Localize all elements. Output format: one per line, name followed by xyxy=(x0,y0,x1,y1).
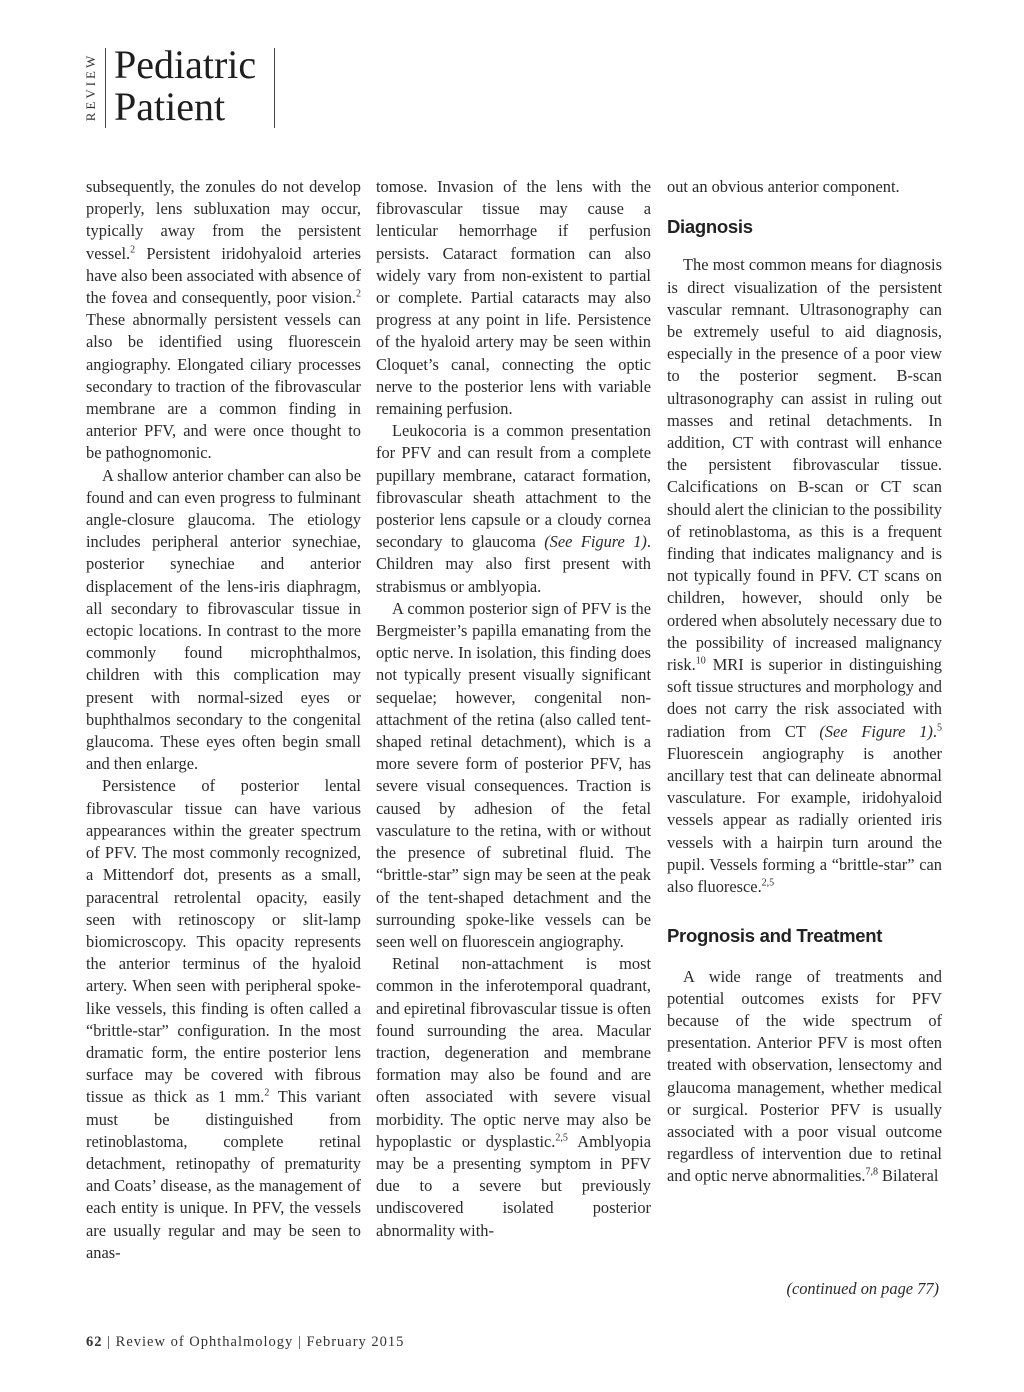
paragraph: The most common means for diagnosis is direct visualization of the persistent vascular remnant. Ultrasonography can be extremely useful to aid diagnosis, especially in the presence of a poor view to the posterior segment. B-scan ultrasonography can assist in ruling out masses and retinal detachments. In addition, CT with contrast will enhance the persistent fibrovascular tissue. Calcifications on B-scan or CT scan should alert the clinician to the possibility of retinoblastoma, as this is a frequent finding that indicates malignancy and is not typically found in PFV. CT scans on children, however, should only be ordered when absolutely necessary due to the possibility of increased malignancy risk.$^{10}$ MRI is superior in distinguishing soft tissue structures and morphology and does not carry the risk associated with radiation from CT (See Figure 1).$^5$ Fluorescein angiography is another ancillary test that can delineate abnormal vasculature. For example, iridohyaloid vessels appear as radially oriented iris vessels with a hairpin turn around the pupil. Vessels forming a “brittle-star” can also fluoresce.$^{2,5}$ xyxy=(667,255,942,897)
footer-separator: | xyxy=(107,1334,116,1350)
page-number: 62 xyxy=(86,1334,103,1350)
section-title xyxy=(114,44,256,128)
continued-note: (continued on page 77) xyxy=(786,1279,939,1298)
article-column-3 xyxy=(667,176,942,1188)
paragraph: Persistence of posterior lental fibrovascular tissue can have various appearances within the greater spectrum of PFV. The most commonly recognized, a Mittendorf dot, presents as a small, paracentral retrolental opacity, easily seen with retinoscopy or slit-lamp biomicroscopy. This opacity represents the anterior terminus of the hyaloid artery. When seen with peripheral spoke-like vessels, this finding is often called a “brittle-star” configuration. In the most dramatic form, the entire posterior lens surface may be covered with fibrous tissue as thick as 1 mm.$^2$ This variant must be distinguished from retinoblastoma, complete retinal detachment, retinopathy of prematurity and Coats’ disease, as the management of each entity is unique. In PFV, the vessels are usually regular and may be seen to anas- xyxy=(86,776,361,1262)
header-divider-left xyxy=(105,48,106,128)
paragraph: Retinal non-attachment is most common in the inferotemporal quadrant, and epiretinal fibrovascular tissue is often found surrounding the area. Macular traction, degeneration and membrane formation may also be found and are often associated with severe visual morbidity. The optic nerve may also be hypoplastic or dysplastic.$^{2,5}$ Amblyopia may be a presenting symptom in PFV due to a severe but previously undiscovered isolated posterior abnormality with- xyxy=(376,954,651,1240)
paragraph: out an obvious anterior component. xyxy=(667,177,900,196)
citation: 10 xyxy=(695,655,706,667)
issue-date: February 2015 xyxy=(306,1334,405,1350)
paragraph: tomose. Invasion of the lens with the fibrovascular tissue may cause a lenticular hemorrhage if perfusion persists. Cataract formation can also widely vary from non-existent to partial or complete. Partial cataracts may also progress at any point in life. Persistence of the hyaloid artery may be seen within Cloquet’s canal, connecting the optic nerve to the posterior lens with variable remaining perfusion. xyxy=(376,177,651,419)
paragraph: Leukocoria is a common presentation for PFV and can result from a complete pupillary membrane, cataract formation, fibrovascular sheath attachment to the posterior lens capsule or a cloudy cornea secondary to glaucoma (See Figure 1). Children may also first present with strabismus or amblyopia. xyxy=(376,421,652,596)
article-column-1 xyxy=(86,176,361,1264)
citation: 2 xyxy=(130,244,136,256)
paragraph: subsequently, the zonules do not develop properly, lens subluxation may occur, typically away from the persistent vessel.$^2$ Persistent iridohyaloid arteries have also been associated with absence of the fovea and consequently, poor vision.$^2$ These abnormally persistent vessels can also be identified using fluorescein angiography. Elongated ciliary processes secondary to traction of the fibrovascular membrane are a common finding in anterior PFV, and were once thought to be pathognomonic. xyxy=(86,177,361,463)
citation: 7,8 xyxy=(865,1166,878,1178)
section-title-line1: Pediatric xyxy=(114,42,257,87)
figure-reference: (See Figure 1) xyxy=(544,532,647,552)
paragraph: A wide range of treatments and potential outcomes exists for PFV because of the wide spectrum of presentation. Anterior PFV is most often treated with observation, lensectomy and glaucoma management, whether medical or surgical. Posterior PFV is usually associated with a poor visual outcome regardless of intervention due to retinal and optic nerve abnormalities.$^{7,8}$ Bilateral xyxy=(667,966,942,1186)
section-label: REVIEW xyxy=(83,52,98,122)
figure-reference: (See Figure 1) xyxy=(819,721,933,741)
citation: 2 xyxy=(356,288,361,300)
citation: 5 xyxy=(937,722,942,734)
page-footer xyxy=(86,1334,404,1351)
citation: 2,5 xyxy=(761,877,775,889)
paragraph: A shallow anterior chamber can also be found and can even progress to fulminant angle-closure glaucoma. The etiology includes peripheral anterior synechiae, posterior synechiae and anterior displacement of the lens-iris diaphragm, all secondary to fibrovascular tissue in ectopic locations. In contrast to the more commonly found microphthalmos, children with this complication may present with normal-sized eyes or buphthalmos secondary to the congenital glaucoma. These eyes often begin small and then enlarge. xyxy=(86,465,361,774)
article-column-2 xyxy=(376,176,651,1242)
publication-name: Review of Ophthalmology xyxy=(115,1334,294,1350)
header-divider-right xyxy=(274,48,275,128)
diagnosis-heading: Diagnosis xyxy=(667,216,753,238)
citation: 2 xyxy=(264,1087,270,1099)
paragraph: A common posterior sign of PFV is the Bergmeister’s papilla emanating from the optic nerve. In isolation, this finding does not typically present visually significant sequelae; however, congenital non-attachment of the retina (also called tent-shaped retinal detachment), which is a more severe form of posterior PFV, has severe visual consequences. Traction is caused by adhesion of the fetal vasculature to the retina, with or without the presence of subretinal fluid. The “brittle-star” sign may be seen at the peak of the tent-shaped detachment and the surrounding spoke-like vessels can be seen well on fluorescein angiography. xyxy=(376,598,651,951)
prognosis-heading: Prognosis and Treatment xyxy=(667,925,883,947)
section-title-line2: Patient xyxy=(114,84,226,129)
citation: 2,5 xyxy=(555,1132,568,1144)
footer-separator: | xyxy=(297,1334,307,1350)
